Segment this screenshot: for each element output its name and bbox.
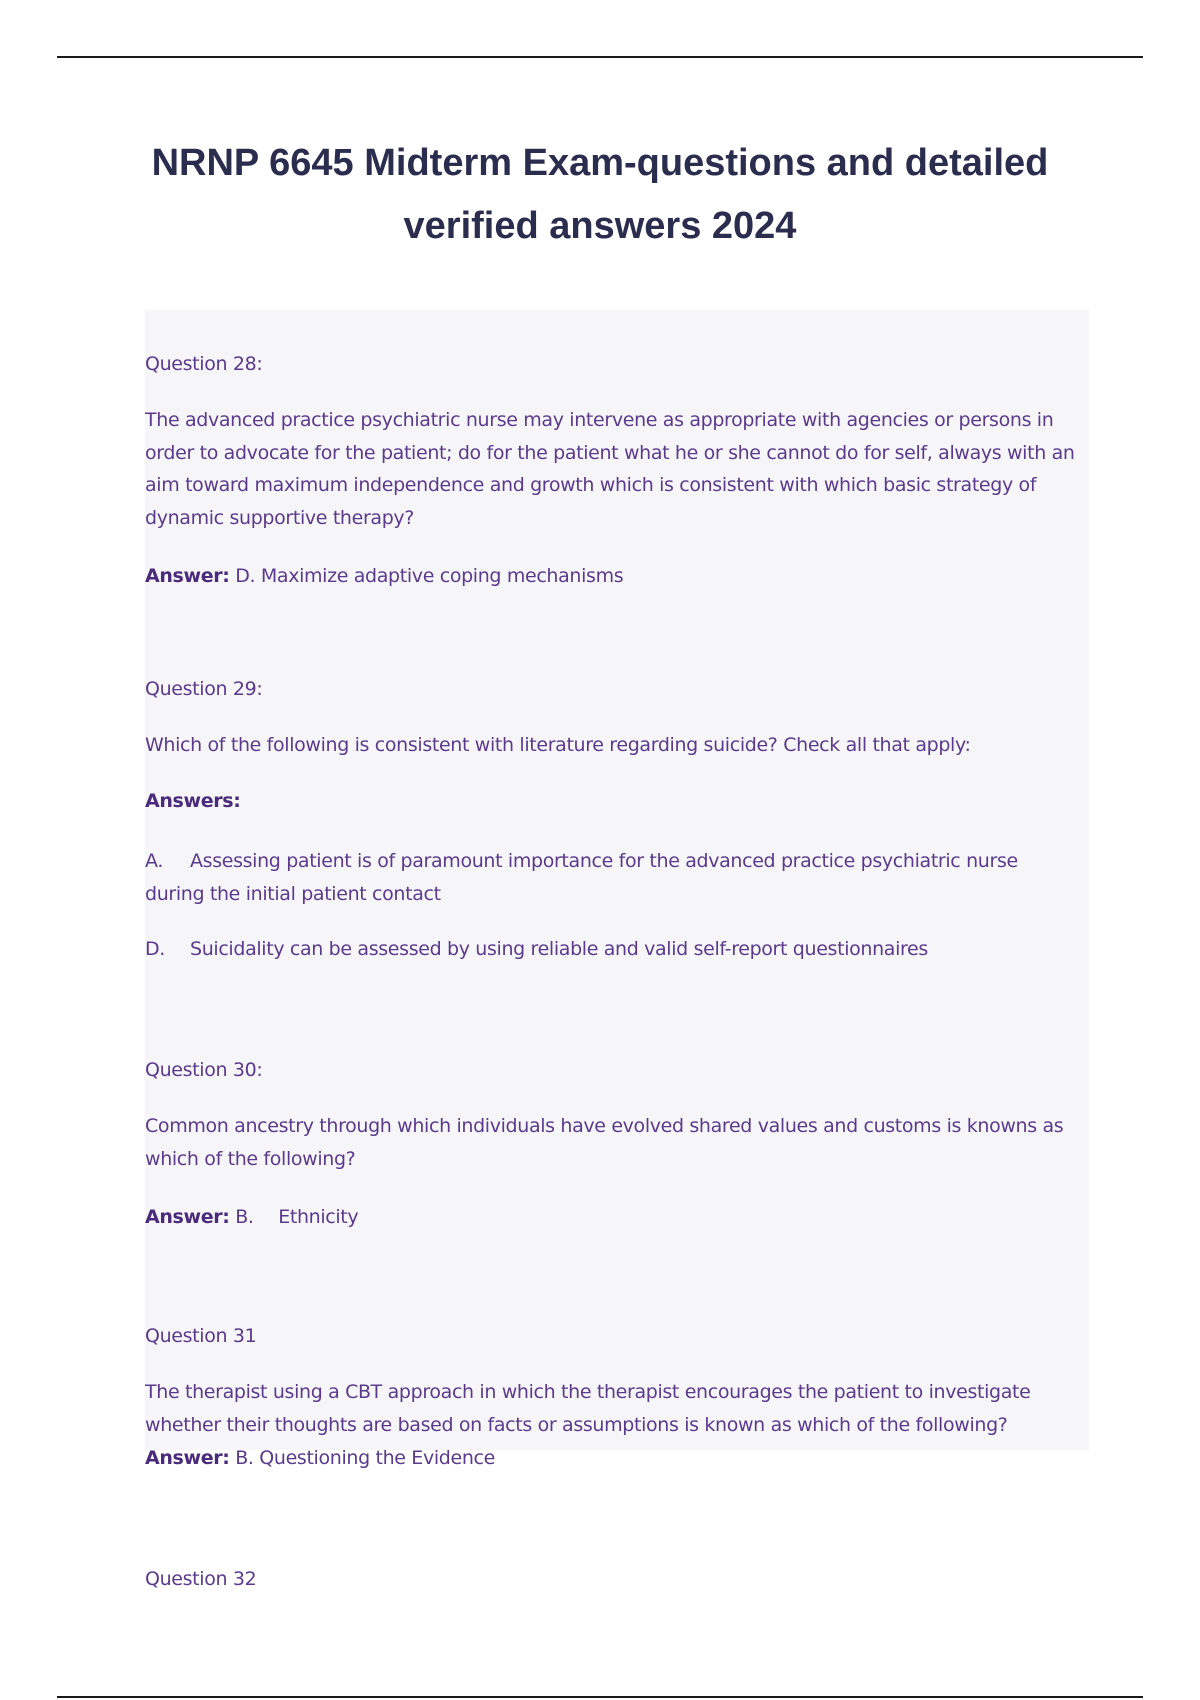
question-28-label: Question 28: [145, 353, 263, 375]
option-text: Assessing patient is of paramount importance for the advanced practice psychiatric nurse during the initial patient contact [145, 850, 1018, 905]
answer-letter: B. [235, 1206, 254, 1228]
question-29-option-a [145, 845, 1045, 910]
bottom-rule [57, 1696, 1143, 1698]
question-32-label: Question 32 [145, 1568, 257, 1590]
question-31-answer [145, 1442, 495, 1475]
question-29-text: Which of the following is consistent with literature regarding suicide? Check all that apply: [145, 734, 971, 756]
answer-value: D. Maximize adaptive coping mechanisms [235, 565, 624, 587]
question-29-label: Question 29: [145, 678, 263, 700]
question-30-label: Question 30: [145, 1059, 263, 1081]
question-29-answers-label: Answers: [145, 790, 241, 812]
answer-value: Ethnicity [278, 1206, 359, 1228]
question-29-option-d [145, 933, 928, 966]
top-rule [57, 56, 1143, 58]
answer-label: Answer: [145, 565, 230, 587]
question-28-text: The advanced practice psychiatric nurse may intervene as appropriate with agencies or persons in order to advocate for the patient; do for the patient what he or she cannot do for self, always with an aim toward maximum independence and growth which is consistent with which basic strategy of dynamic supportive therapy? [145, 409, 1075, 529]
question-31-text: The therapist using a CBT approach in which the therapist encourages the patient to investigate whether their thoughts are based on facts or assumptions is known as which of the following? [145, 1381, 1031, 1436]
option-letter: A. [145, 850, 164, 872]
question-30-answer [145, 1201, 358, 1234]
option-text: Suicidality can be assessed by using reliable and valid self-report questionnaires [190, 938, 928, 960]
document-title: NRNP 6645 Midterm Exam-questions and detailed verified answers 2024 [151, 142, 1049, 247]
question-28-answer [145, 560, 623, 593]
answer-label: Answer: [145, 1206, 230, 1228]
question-31-label: Question 31 [145, 1325, 257, 1347]
option-letter: D. [145, 938, 165, 960]
answer-value: B. Questioning the Evidence [235, 1447, 495, 1469]
answer-label: Answer: [145, 1447, 230, 1469]
question-30-text: Common ancestry through which individuals have evolved shared values and customs is knowns as which of the following? [145, 1115, 1064, 1170]
